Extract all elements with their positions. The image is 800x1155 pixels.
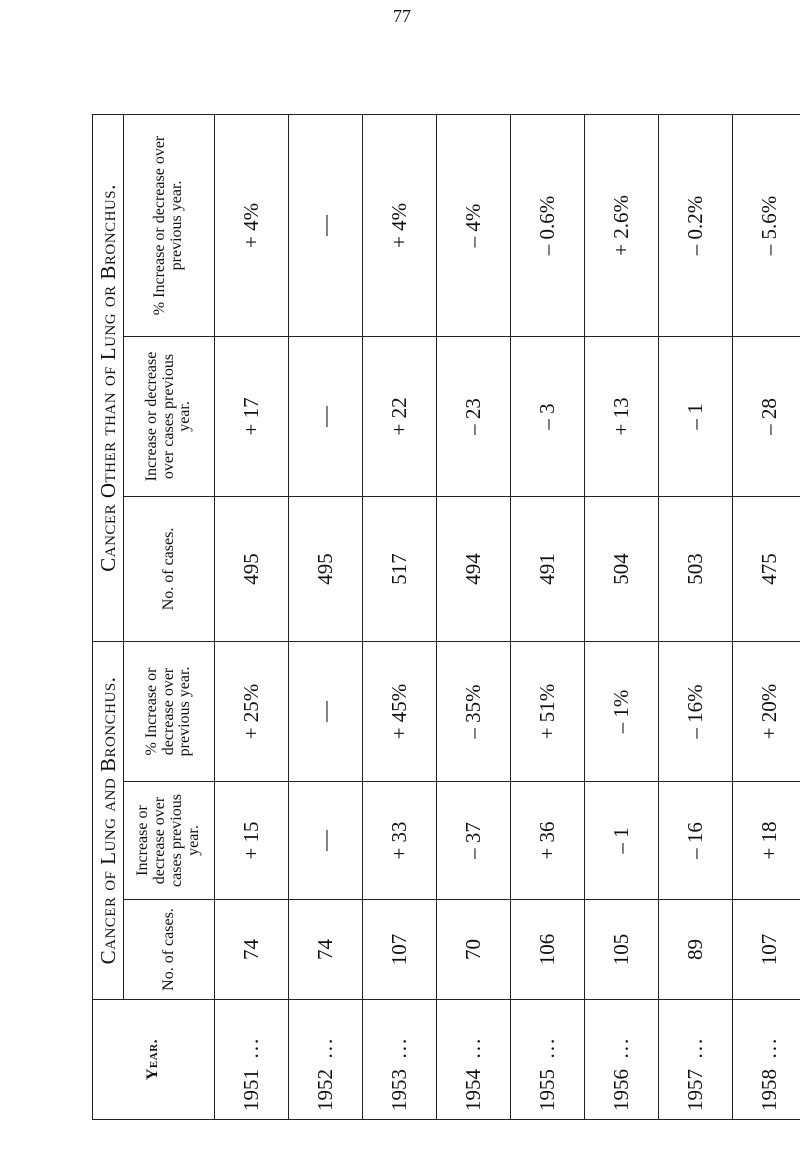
year-header: Year. xyxy=(93,1000,215,1120)
other-pct-cell: – 4% xyxy=(437,114,511,336)
year-cell xyxy=(733,1000,800,1120)
year-value: 1957 xyxy=(683,1069,707,1111)
lung-cases-cell: 74 xyxy=(289,900,363,1000)
year-cell xyxy=(659,1000,733,1120)
lung-change-cell: + 15 xyxy=(215,782,289,900)
year-dots: ... xyxy=(313,1036,337,1059)
year-dots: ... xyxy=(757,1036,781,1059)
other-cases-cell: 495 xyxy=(289,496,363,641)
other-change-cell: + 22 xyxy=(363,336,437,496)
year-dots: ... xyxy=(535,1036,559,1059)
table-row xyxy=(511,114,585,1119)
other-cases-cell: 503 xyxy=(659,496,733,641)
lung-change-cell: – 37 xyxy=(437,782,511,900)
other-change-cell: — xyxy=(289,336,363,496)
lung-pct-cell: + 20% xyxy=(733,641,800,781)
cancer-cases-table xyxy=(92,114,800,1120)
col-header-lung-pct: % Increase or decrease over previous year. xyxy=(124,641,215,781)
table-row xyxy=(215,114,289,1119)
other-change-cell: – 3 xyxy=(511,336,585,496)
year-cell xyxy=(437,1000,511,1120)
year-value: 1955 xyxy=(535,1069,559,1111)
year-value: 1954 xyxy=(461,1069,485,1111)
year-cell xyxy=(585,1000,659,1120)
rotated-table-container xyxy=(92,115,781,1120)
col-header-other-change: Increase or decrease over cases previous year. xyxy=(124,336,215,496)
year-value: 1953 xyxy=(387,1069,411,1111)
lung-pct-cell: + 51% xyxy=(511,641,585,781)
lung-cases-cell: 105 xyxy=(585,900,659,1000)
lung-pct-cell: – 1% xyxy=(585,641,659,781)
year-value: 1956 xyxy=(609,1069,633,1111)
table-row xyxy=(733,114,800,1119)
lung-change-cell: + 33 xyxy=(363,782,437,900)
other-change-cell: + 13 xyxy=(585,336,659,496)
year-cell xyxy=(289,1000,363,1120)
col-header-other-cases: No. of cases. xyxy=(124,496,215,641)
year-cell xyxy=(511,1000,585,1120)
lung-pct-cell: – 35% xyxy=(437,641,511,781)
lung-change-cell: – 1 xyxy=(585,782,659,900)
lung-pct-cell: + 45% xyxy=(363,641,437,781)
lung-cases-cell: 107 xyxy=(733,900,800,1000)
lung-pct-cell: + 25% xyxy=(215,641,289,781)
lung-cases-cell: 106 xyxy=(511,900,585,1000)
lung-change-cell: – 16 xyxy=(659,782,733,900)
other-cases-cell: 475 xyxy=(733,496,800,641)
other-pct-cell: + 2.6% xyxy=(585,114,659,336)
group-header-other: Cancer Other than of Lung or Bronchus. xyxy=(93,114,124,641)
other-cases-cell: 495 xyxy=(215,496,289,641)
year-dots: ... xyxy=(461,1036,485,1059)
other-pct-cell: – 5.6% xyxy=(733,114,800,336)
lung-pct-cell: — xyxy=(289,641,363,781)
col-header-lung-cases: No. of cases. xyxy=(124,900,215,1000)
year-value: 1958 xyxy=(757,1069,781,1111)
other-cases-cell: 504 xyxy=(585,496,659,641)
table-row xyxy=(437,114,511,1119)
group-header-lung: Cancer of Lung and Bronchus. xyxy=(93,641,124,999)
table-row xyxy=(585,114,659,1119)
other-pct-cell: – 0.6% xyxy=(511,114,585,336)
lung-cases-cell: 107 xyxy=(363,900,437,1000)
table-row xyxy=(363,114,437,1119)
table-row xyxy=(289,114,363,1119)
col-header-other-pct: % Increase or decrease over previous year. xyxy=(124,114,215,336)
year-value: 1952 xyxy=(313,1069,337,1111)
lung-change-cell: + 36 xyxy=(511,782,585,900)
lung-cases-cell: 89 xyxy=(659,900,733,1000)
other-pct-cell: + 4% xyxy=(363,114,437,336)
year-dots: ... xyxy=(609,1036,633,1059)
year-dots: ... xyxy=(683,1036,707,1059)
other-pct-cell: + 4% xyxy=(215,114,289,336)
other-cases-cell: 517 xyxy=(363,496,437,641)
table-body xyxy=(215,114,800,1119)
year-cell xyxy=(215,1000,289,1120)
lung-cases-cell: 70 xyxy=(437,900,511,1000)
other-change-cell: – 1 xyxy=(659,336,733,496)
year-value: 1951 xyxy=(239,1069,263,1111)
other-pct-cell: – 0.2% xyxy=(659,114,733,336)
other-cases-cell: 491 xyxy=(511,496,585,641)
year-dots: ... xyxy=(387,1036,411,1059)
other-change-cell: – 23 xyxy=(437,336,511,496)
year-dots: ... xyxy=(239,1036,263,1059)
col-header-lung-change: Increase or decrease over cases previous year. xyxy=(124,782,215,900)
lung-pct-cell: – 16% xyxy=(659,641,733,781)
year-cell xyxy=(363,1000,437,1120)
other-change-cell: – 28 xyxy=(733,336,800,496)
lung-change-cell: + 18 xyxy=(733,782,800,900)
other-cases-cell: 494 xyxy=(437,496,511,641)
table-row xyxy=(659,114,733,1119)
page-number: 77 xyxy=(393,6,411,26)
lung-cases-cell: 74 xyxy=(215,900,289,1000)
lung-change-cell: — xyxy=(289,782,363,900)
other-pct-cell: — xyxy=(289,114,363,336)
other-change-cell: + 17 xyxy=(215,336,289,496)
